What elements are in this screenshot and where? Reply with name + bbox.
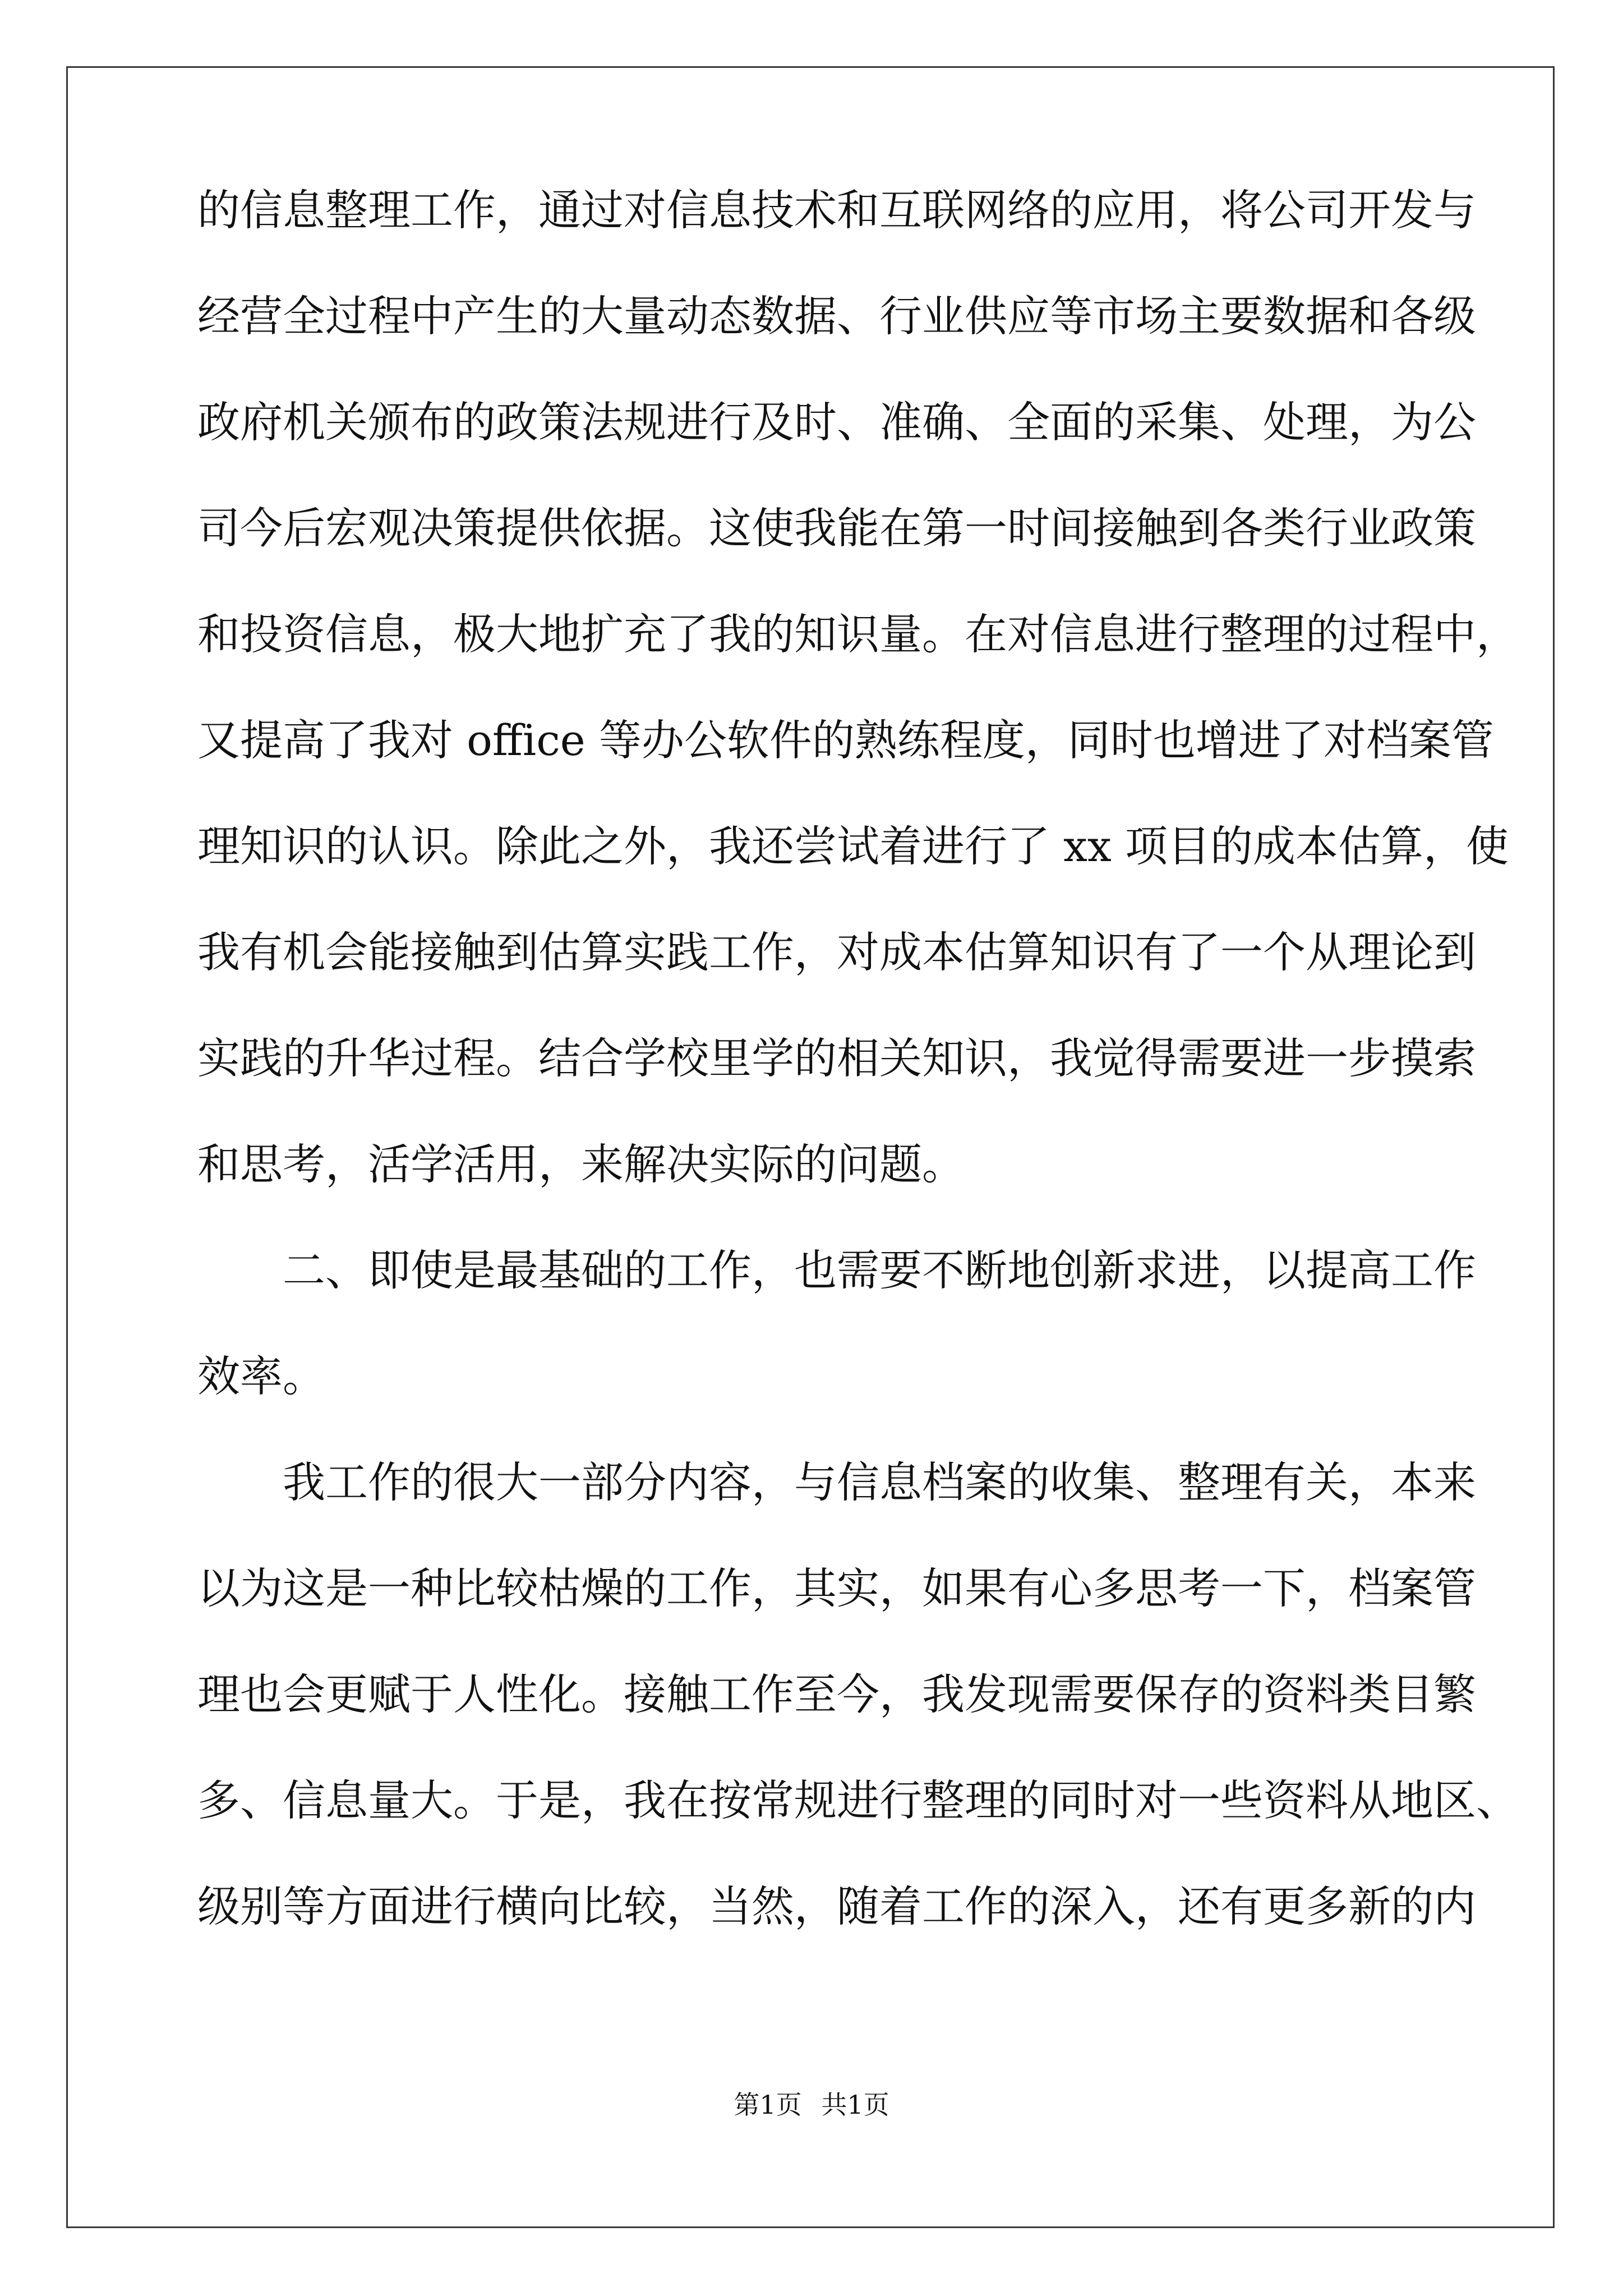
page-total: 共1页 <box>821 2090 889 2120</box>
page-footer <box>0 2088 1623 2122</box>
text-line: 的信息整理工作，通过对信息技术和互联网络的应用，将公司开发与 <box>197 185 1476 235</box>
text-line: 和投资信息，极大地扩充了我的知识量。在对信息进行整理的过程中， <box>197 609 1519 659</box>
text-line: 理知识的认识。除此之外，我还尝试着进行了 xx 项目的成本估算，使 <box>197 821 1509 871</box>
text-line: 效率。 <box>197 1351 325 1401</box>
text-line: 司今后宏观决策提供依据。这使我能在第一时间接触到各类行业政策 <box>197 503 1476 553</box>
text-line: 理也会更赋于人性化。接触工作至今，我发现需要保存的资料类目繁 <box>197 1669 1476 1719</box>
text-line: 级别等方面进行横向比较，当然，随着工作的深入，还有更多新的内 <box>197 1881 1476 1931</box>
text-line: 又提高了我对 office 等办公软件的熟练程度，同时也增进了对档案管 <box>197 715 1494 765</box>
text-line: 多、信息量大。于是，我在按常规进行整理的同时对一些资料从地区、 <box>197 1775 1519 1825</box>
text-line: 我有机会能接触到估算实践工作，对成本估算知识有了一个从理论到 <box>197 927 1476 977</box>
text-line: 以为这是一种比较枯燥的工作，其实，如果有心多思考一下，档案管 <box>197 1563 1476 1613</box>
text-line: 政府机关颁布的政策法规进行及时、准确、全面的采集、处理，为公 <box>197 397 1476 447</box>
text-line: 和思考，活学活用，来解决实际的问题。 <box>197 1139 965 1189</box>
text-line: 二、即使是最基础的工作，也需要不断地创新求进，以提高工作 <box>197 1245 1476 1295</box>
text-line: 我工作的很大一部分内容，与信息档案的收集、整理有关，本来 <box>197 1457 1476 1507</box>
page-number: 第1页 <box>734 2090 802 2120</box>
text-line: 实践的升华过程。结合学校里学的相关知识，我觉得需要进一步摸索 <box>197 1033 1476 1083</box>
text-line: 经营全过程中产生的大量动态数据、行业供应等市场主要数据和各级 <box>197 291 1476 341</box>
